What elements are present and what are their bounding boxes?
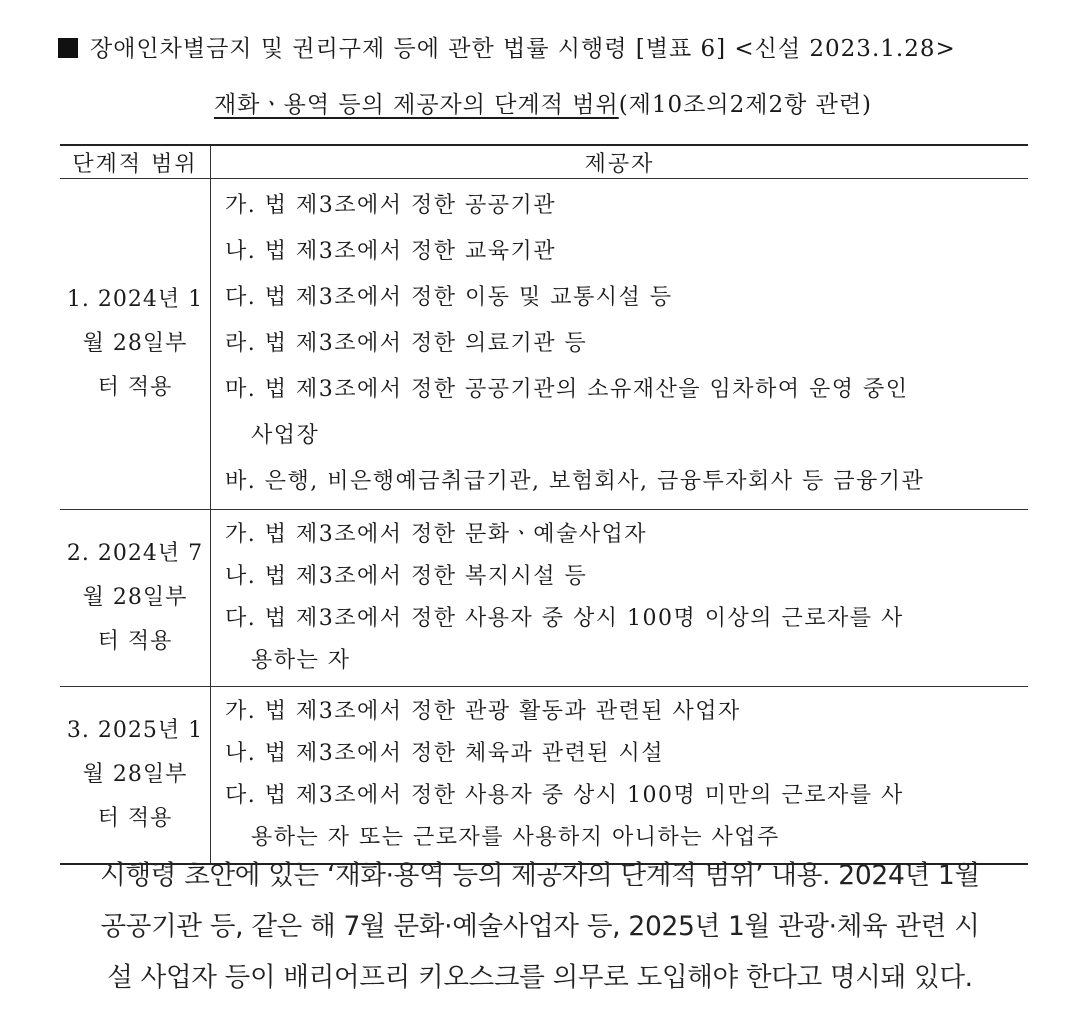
table-subtitle bbox=[60, 86, 1026, 119]
provider-item bbox=[225, 598, 1028, 682]
provider-item: 가. 법 제3조에서 정한 관광 활동과 관련된 사업자 bbox=[225, 699, 741, 724]
stage-line: 터 적용 bbox=[97, 629, 173, 654]
provider-item: 나. 법 제3조에서 정한 체육과 관련된 시설 bbox=[225, 741, 664, 766]
stage-line: 터 적용 bbox=[97, 375, 173, 400]
caption-line: 설 사업자 등이 배리어프리 키오스크를 의무로 도입해야 한다고 명시돼 있다. bbox=[107, 962, 973, 993]
stage-line: 2. 2024년 7 bbox=[66, 541, 204, 566]
caption-line: 시행령 초안에 있는 ‘재화·용역 등의 제공자의 단계적 범위’ 내용. 2024년 1월 bbox=[100, 860, 980, 891]
subtitle-underlined: 재화ㆍ용역 등의 제공자의 단계적 범위 bbox=[213, 92, 619, 118]
stage-cell bbox=[60, 179, 211, 510]
document-heading bbox=[58, 30, 1038, 63]
table-row bbox=[60, 179, 1028, 510]
provider-item-text: 다. 법 제3조에서 정한 사용자 중 상시 100명 미만의 근로자를 사 bbox=[225, 783, 904, 808]
provider-item-text: 다. 법 제3조에서 정한 사용자 중 상시 100명 이상의 근로자를 사 bbox=[225, 606, 904, 631]
header-stage: 단계적 범위 bbox=[60, 145, 211, 179]
provider-item: 다. 법 제3조에서 정한 이동 및 교통시설 등 bbox=[225, 285, 673, 310]
heading-text: 장애인차별금지 및 권리구제 등에 관한 법률 시행령 [별표 6] <신설 2023.1.28> bbox=[90, 36, 956, 62]
provider-cell bbox=[211, 687, 1029, 865]
provider-item: 바. 은행, 비은행예금취급기관, 보험회사, 금융투자회사 등 금융기관 bbox=[225, 469, 925, 494]
provider-item-continuation: 사업장 bbox=[251, 423, 320, 448]
provider-item: 나. 법 제3조에서 정한 교육기관 bbox=[225, 239, 556, 264]
provider-item-continuation: 용하는 자 bbox=[251, 648, 351, 673]
provider-cell bbox=[211, 179, 1029, 510]
stage-line: 터 적용 bbox=[97, 806, 173, 831]
table-row bbox=[60, 687, 1028, 865]
caption-line: 공공기관 등, 같은 해 7월 문화·예술사업자 등, 2025년 1월 관광·체육 관련 시 bbox=[100, 911, 980, 942]
stage-cell bbox=[60, 687, 211, 865]
provider-item bbox=[225, 367, 1028, 459]
stage-line: 3. 2025년 1 bbox=[66, 718, 204, 743]
provider-item-text: 마. 법 제3조에서 정한 공공기관의 소유재산을 임차하여 운영 중인 bbox=[225, 377, 909, 402]
stage-line: 월 28일부 bbox=[82, 585, 188, 610]
provider-item: 나. 법 제3조에서 정한 복지시설 등 bbox=[225, 564, 588, 589]
provider-item: 가. 법 제3조에서 정한 문화ㆍ예술사업자 bbox=[225, 522, 647, 547]
black-square-icon bbox=[58, 38, 78, 58]
provider-item: 가. 법 제3조에서 정한 공공기관 bbox=[225, 193, 556, 218]
provider-item-continuation: 용하는 자 또는 근로자를 사용하지 아니하는 사업주 bbox=[251, 825, 780, 850]
table-row bbox=[60, 510, 1028, 687]
header-provider: 제공자 bbox=[211, 145, 1029, 179]
stage-cell bbox=[60, 510, 211, 687]
table-body bbox=[60, 179, 1028, 865]
photo-caption bbox=[30, 850, 1050, 1003]
provider-item bbox=[225, 775, 1028, 859]
stage-line: 월 28일부 bbox=[82, 762, 188, 787]
stage-line: 월 28일부 bbox=[82, 331, 188, 356]
provider-item: 라. 법 제3조에서 정한 의료기관 등 bbox=[225, 331, 588, 356]
provider-stage-table bbox=[60, 144, 1028, 865]
subtitle-suffix: (제10조의2제2항 관련) bbox=[618, 92, 873, 118]
provider-cell bbox=[211, 510, 1029, 687]
stage-line: 1. 2024년 1 bbox=[66, 287, 204, 312]
